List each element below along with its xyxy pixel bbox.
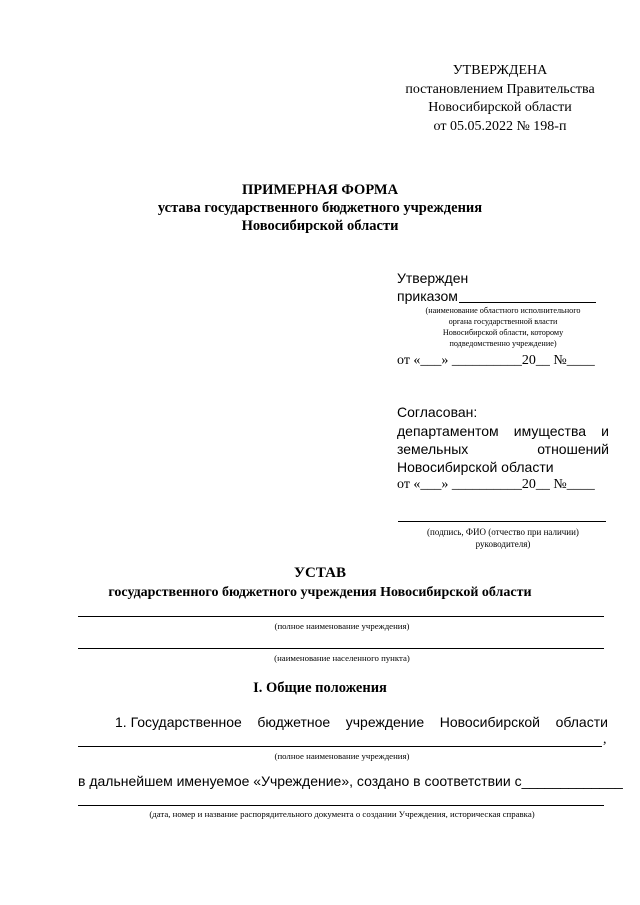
document-subtitle: Новосибирской области <box>241 218 399 234</box>
order-approved-label: Утвержден <box>397 270 469 286</box>
signature-caption: руководителя) <box>475 539 531 549</box>
paragraph-word: Новосибирской <box>439 714 540 730</box>
agreed-word: департаментом <box>397 423 499 439</box>
locality-field-line <box>78 648 604 649</box>
charter-heading: УСТАВ <box>294 565 346 581</box>
paragraph-line <box>115 714 608 730</box>
paragraph-word: области <box>555 714 608 730</box>
order-caption: (наименование областного исполнительного <box>425 306 581 315</box>
order-caption: органа государственной власти <box>448 317 558 326</box>
paragraph-word: 1. Государственное <box>115 714 242 730</box>
paragraph-word: учреждение <box>345 714 425 730</box>
agreed-date-line: от «___» __________20__ №____ <box>397 477 595 492</box>
order-date-line: от «___» __________20__ №____ <box>397 353 595 368</box>
approval-line: Новосибирской области <box>428 100 572 115</box>
charter-subheading: государственного бюджетного учреждения Новосибирской области <box>108 585 532 600</box>
agreed-word: имущества <box>513 423 587 439</box>
document-subtitle: устава государственного бюджетного учреждения <box>157 200 483 216</box>
institution-name-field-line <box>78 746 602 747</box>
document-caption: (дата, номер и название распорядительного документа о создании Учреждения, историческая справка) <box>149 809 535 819</box>
institution-name-caption: (полное наименование учреждения) <box>274 751 410 761</box>
signature-line <box>398 521 606 522</box>
document-field-line <box>78 805 604 806</box>
comma: , <box>603 732 607 747</box>
full-name-caption: (полное наименование учреждения) <box>274 621 410 631</box>
order-name-field-line <box>459 302 596 303</box>
approval-stamp <box>395 62 605 136</box>
agreed-line <box>397 423 609 439</box>
section-heading: I. Общие положения <box>253 680 387 696</box>
order-caption: подведомственно учреждение) <box>449 339 557 348</box>
paragraph-line: в дальнейшем именуемое «Учреждение», создано в соответствии с_____________ <box>78 773 623 789</box>
locality-caption: (наименование населенного пункта) <box>274 653 410 663</box>
approval-line: постановлением Правительства <box>405 81 595 97</box>
signature-caption: (подпись, ФИО (отчество при наличии) <box>427 527 579 537</box>
paragraph-word: бюджетное <box>257 714 331 730</box>
agreed-word: и <box>601 423 609 439</box>
agreed-label: Согласован: <box>397 404 478 420</box>
agreed-line <box>397 441 609 457</box>
document-title: ПРИМЕРНАЯ ФОРМА <box>241 182 399 198</box>
agreed-line: Новосибирской области <box>397 459 554 475</box>
approval-title: УТВЕРЖДЕНА <box>452 63 548 78</box>
order-caption: Новосибирской области, которому <box>442 328 564 337</box>
order-label: приказом <box>397 288 458 304</box>
agreed-word: земельных <box>397 441 469 457</box>
agreed-word: отношений <box>537 441 609 457</box>
approval-date: от 05.05.2022 № 198-п <box>433 118 567 134</box>
full-name-field-line <box>78 616 604 617</box>
